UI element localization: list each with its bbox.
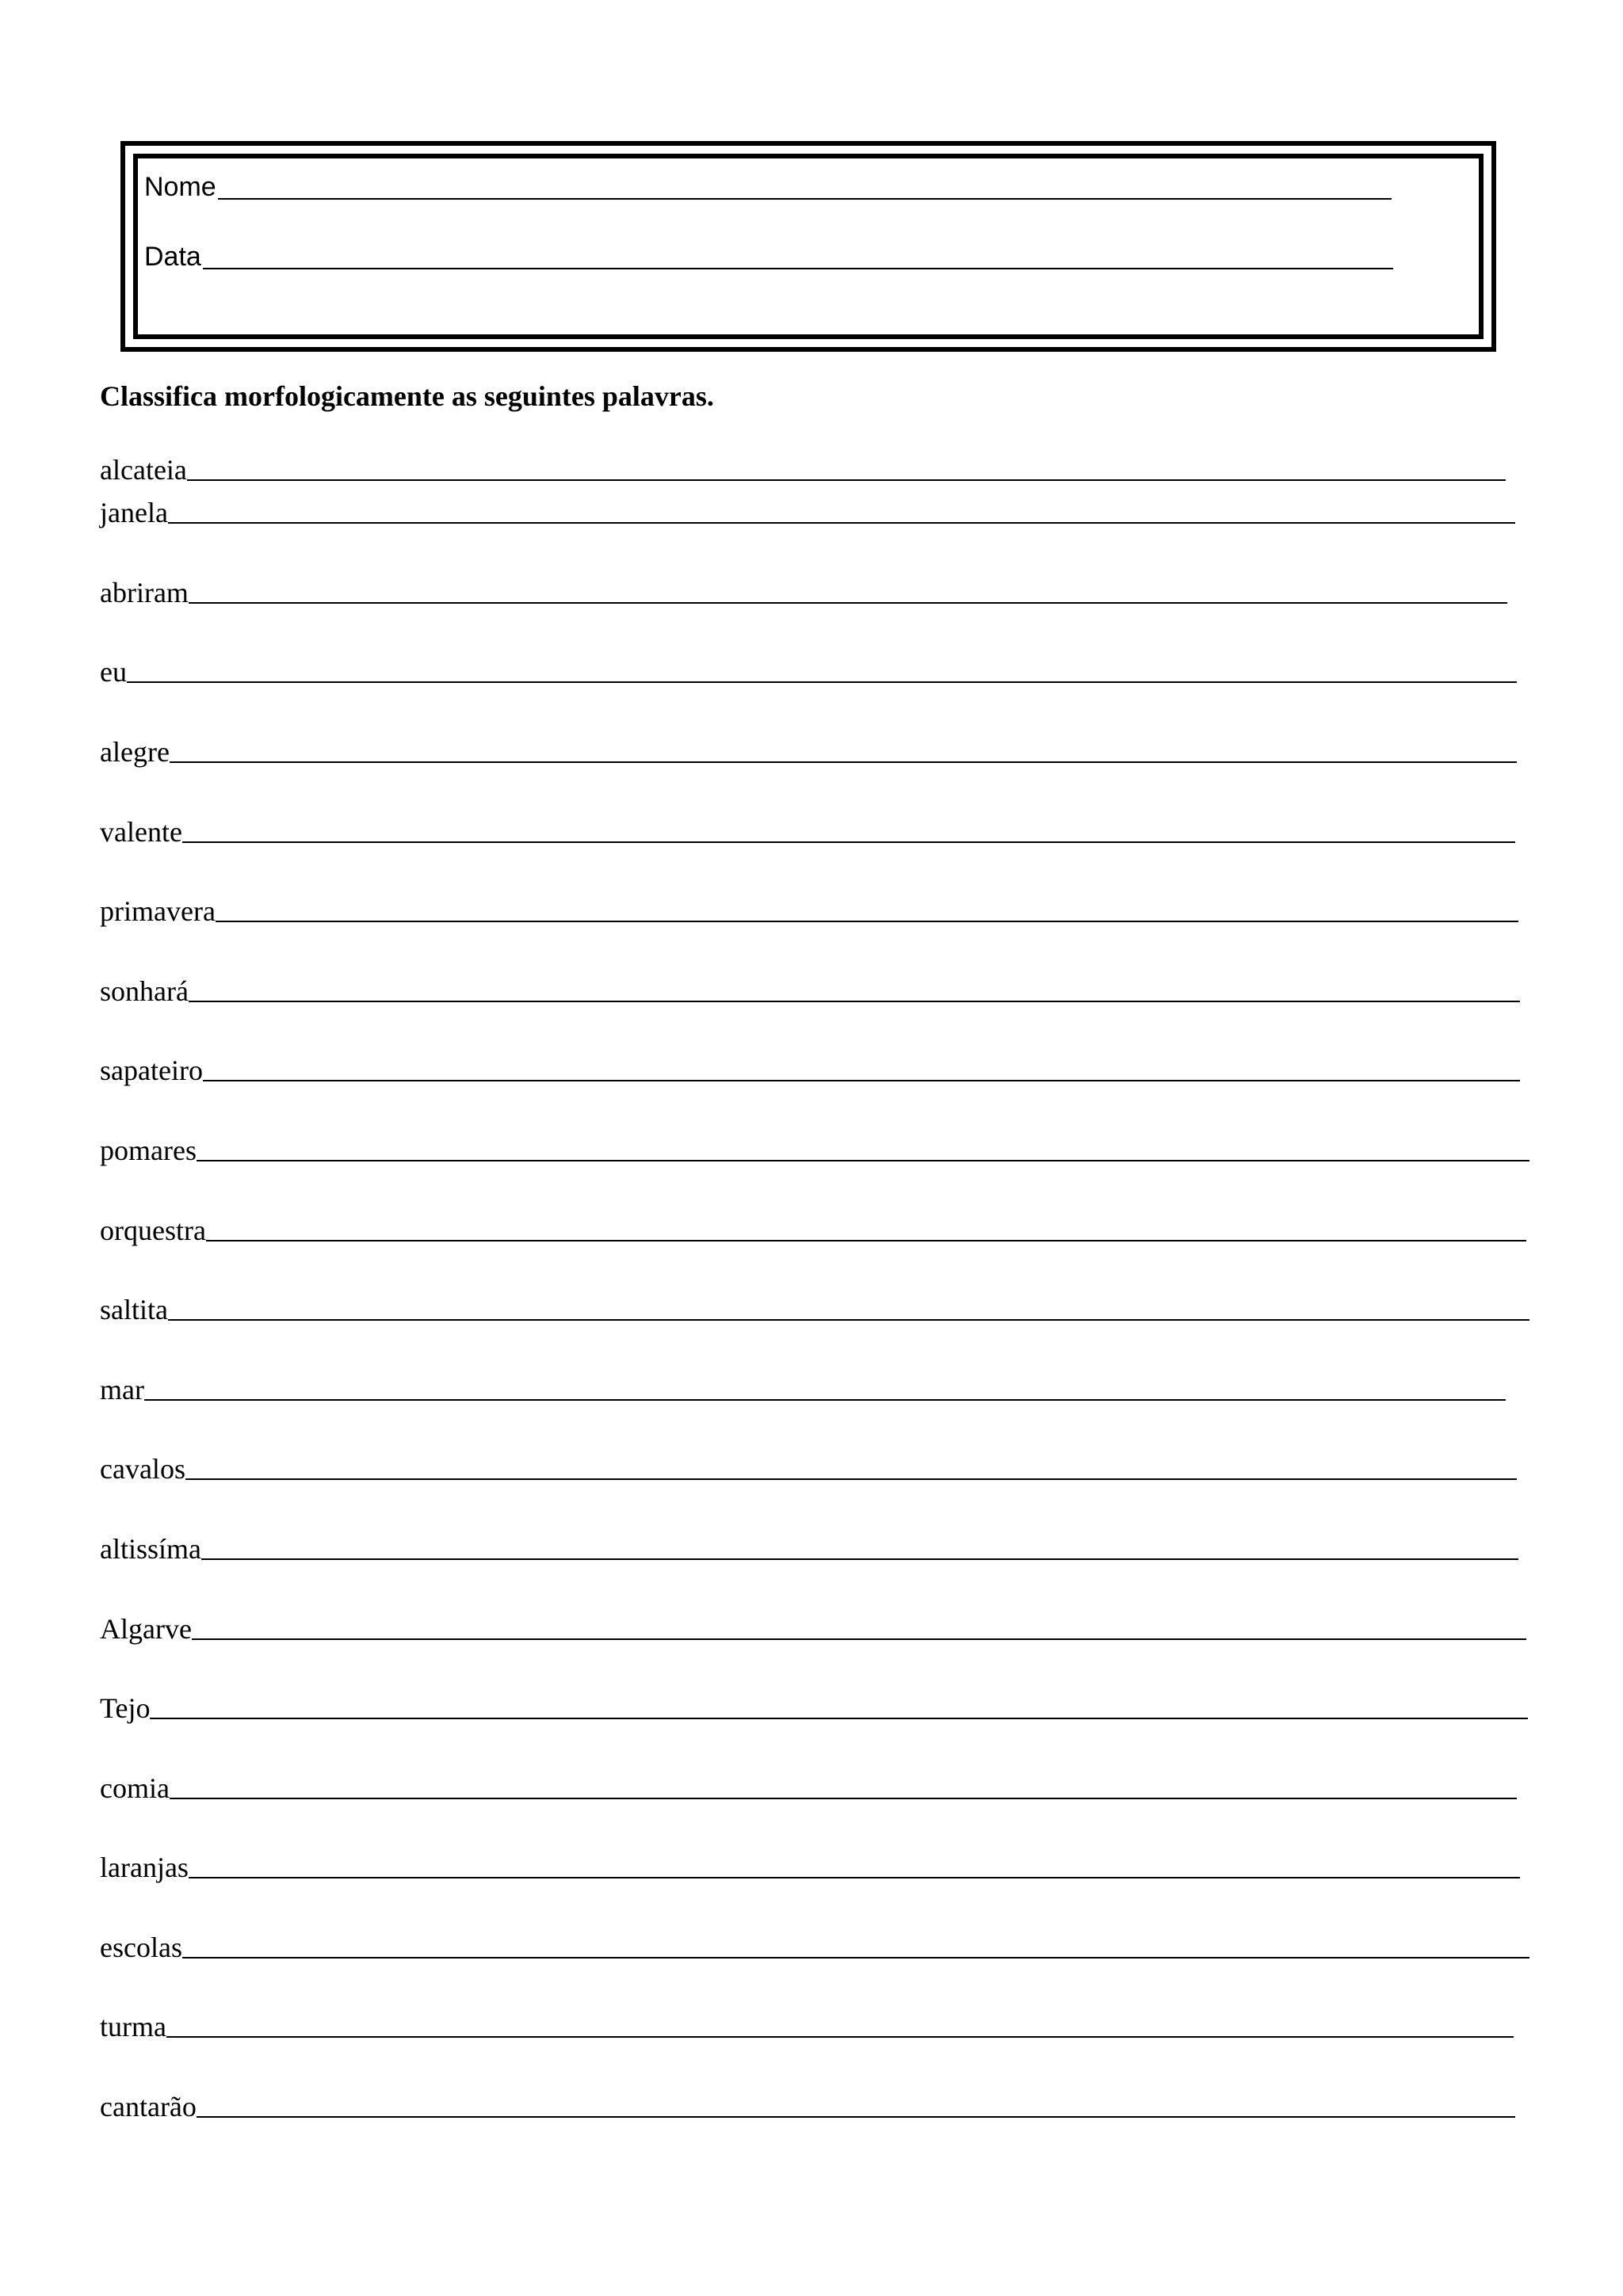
word-row — [100, 1921, 1542, 2001]
answer-line[interactable] — [166, 2036, 1514, 2038]
word-label: laranjas — [100, 1852, 189, 1884]
word-label: cantarão — [100, 2091, 197, 2123]
word-row — [100, 965, 1542, 1045]
word-label: eu — [100, 656, 127, 688]
word-row — [100, 1045, 1542, 1125]
answer-line[interactable] — [197, 2116, 1515, 2118]
word-label: cavalos — [100, 1453, 185, 1486]
answer-line[interactable] — [182, 841, 1515, 843]
word-label: primavera — [100, 895, 216, 928]
word-row — [100, 726, 1542, 806]
word-row — [100, 1363, 1542, 1444]
name-field[interactable] — [144, 170, 1392, 203]
answer-line[interactable] — [185, 1478, 1517, 1480]
word-row — [100, 1683, 1542, 1763]
word-row — [100, 1842, 1542, 1922]
answer-line[interactable] — [150, 1718, 1528, 1719]
answer-line[interactable] — [197, 1160, 1529, 1161]
word-row — [100, 566, 1542, 646]
answer-line[interactable] — [170, 1798, 1517, 1799]
word-label: pomares — [100, 1134, 197, 1166]
word-label: altissíma — [100, 1532, 201, 1565]
date-field[interactable] — [144, 239, 1393, 273]
word-label: orquestra — [100, 1214, 206, 1246]
answer-line[interactable] — [189, 1877, 1520, 1878]
word-row — [100, 1204, 1542, 1284]
word-row — [100, 1603, 1542, 1683]
word-label: Tejo — [100, 1692, 151, 1725]
answer-line[interactable] — [144, 1399, 1506, 1401]
word-label: sonhará — [100, 974, 189, 1007]
name-answer-line[interactable] — [218, 198, 1392, 200]
word-row — [100, 487, 1542, 567]
answer-line[interactable] — [189, 602, 1507, 604]
answer-line[interactable] — [189, 1001, 1520, 1002]
answer-line[interactable] — [168, 1319, 1529, 1321]
answer-line[interactable] — [203, 1080, 1520, 1081]
word-row — [100, 806, 1542, 886]
date-answer-line[interactable] — [203, 268, 1393, 269]
word-row — [100, 886, 1542, 966]
word-row — [100, 1523, 1542, 1603]
word-row — [100, 444, 1542, 487]
word-label: turma — [100, 2011, 166, 2043]
word-label: comia — [100, 1772, 170, 1804]
word-row — [100, 1762, 1542, 1842]
word-label: janela — [100, 497, 168, 529]
answer-line[interactable] — [206, 1240, 1526, 1241]
word-row — [100, 1124, 1542, 1204]
word-label: mar — [100, 1373, 144, 1405]
answer-line[interactable] — [127, 681, 1517, 683]
date-label: Data — [144, 242, 201, 272]
word-label: sapateiro — [100, 1055, 203, 1087]
word-row — [100, 2081, 1542, 2161]
name-label: Nome — [144, 172, 216, 202]
answer-line[interactable] — [192, 1638, 1526, 1640]
instruction-heading: Classifica morfologicamente as seguintes palavras. — [100, 380, 714, 412]
answer-line[interactable] — [187, 479, 1506, 481]
word-label: saltita — [100, 1294, 168, 1326]
word-list — [100, 444, 1542, 2161]
answer-line[interactable] — [170, 761, 1517, 763]
answer-line[interactable] — [168, 522, 1515, 524]
word-row — [100, 1284, 1542, 1364]
word-label: valente — [100, 815, 182, 848]
word-label: alcateia — [100, 453, 187, 486]
word-label: escolas — [100, 1931, 182, 1963]
word-row — [100, 1444, 1542, 1524]
word-row — [100, 2001, 1542, 2081]
answer-line[interactable] — [216, 921, 1518, 922]
answer-line[interactable] — [182, 1957, 1529, 1958]
word-label: alegre — [100, 735, 170, 768]
word-row — [100, 646, 1542, 727]
word-label: abriram — [100, 576, 189, 608]
word-label: Algarve — [100, 1612, 192, 1645]
answer-line[interactable] — [201, 1558, 1518, 1560]
